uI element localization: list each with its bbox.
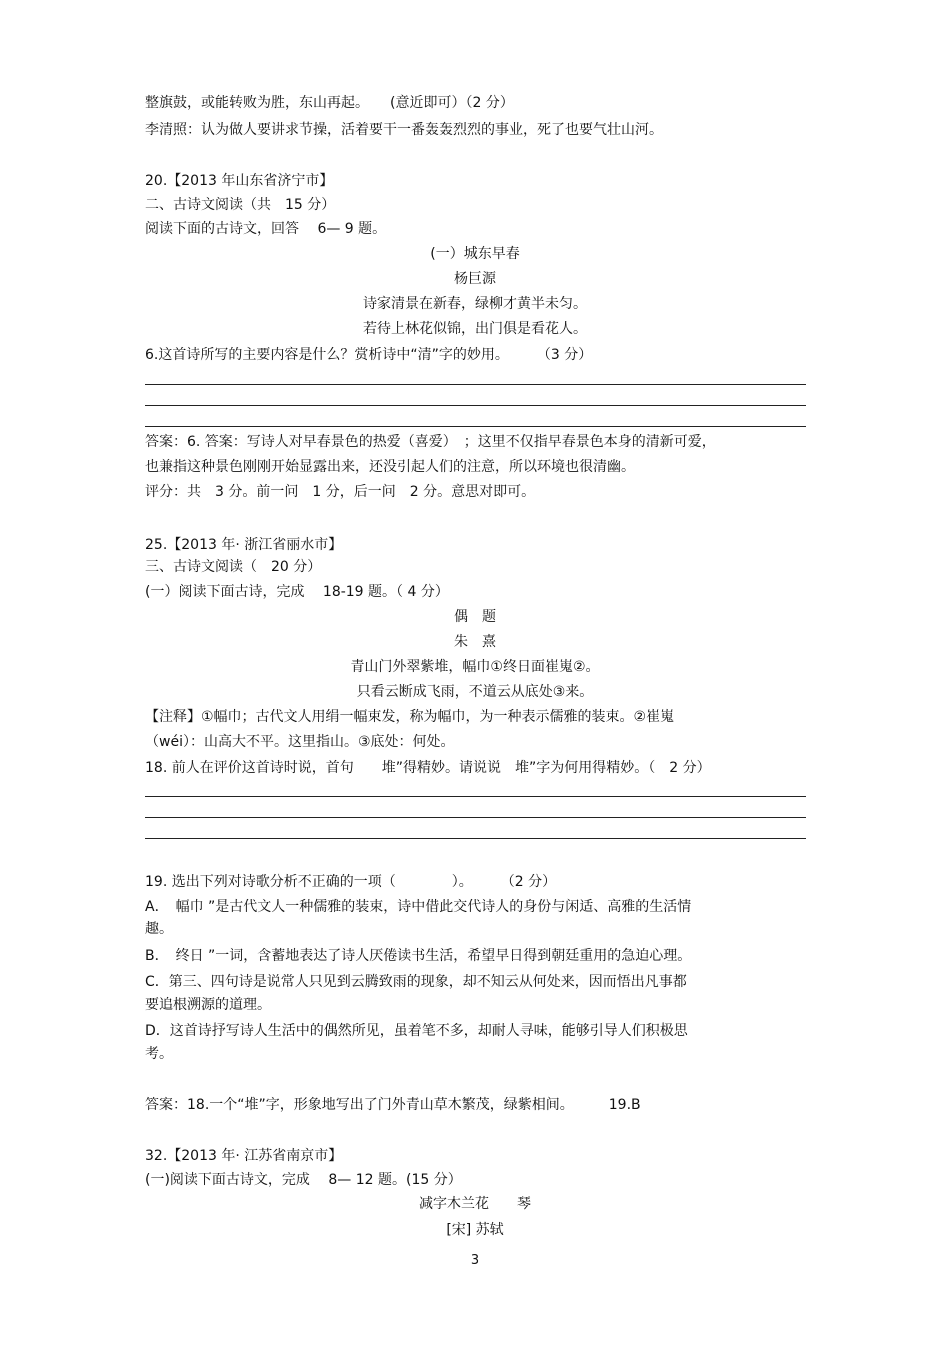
poem-title: 偶 题 <box>454 609 496 625</box>
page-number: 3 <box>470 1253 480 1268</box>
answer-line <box>145 796 806 797</box>
poem-author: 杨巨源 <box>454 271 496 287</box>
poem-author: [宋] 苏轼 <box>446 1222 504 1238</box>
poem-author: 朱 熹 <box>454 634 496 650</box>
annotation: 【注释】①幅巾；古代文人用绢一幅束发，称为幅巾，为一种表示儒雅的装束。②崔嵬 <box>145 709 675 725</box>
question: 6.这首诗所写的主要内容是什么？赏析诗中“清”字的妙用。 （3 分） <box>145 347 593 363</box>
answer: 答案：6. 答案：写诗人对早春景色的热爱（喜爱） ；这里不仅指早春景色本身的清新可爱， <box>145 434 716 450</box>
answer-line <box>145 405 806 406</box>
answer-line <box>145 838 806 839</box>
answer: 答案：18.一个“堆”字，形象地写出了门外青山草木繁茂，绿紫相间。 19.B <box>145 1097 641 1113</box>
option-c: C．第三、四句诗是说常人只见到云腾致雨的现象，却不知云从何处来，因而悟出凡事都 <box>145 974 687 990</box>
option-d: 考。 <box>145 1046 173 1062</box>
text-line: 李清照：认为做人要讲求节操，活着要干一番轰轰烈烈的事业，死了也要气壮山河。 <box>145 122 663 138</box>
poem-title: (一）城东早春 <box>430 246 520 262</box>
option-a: A． 幅巾 ”是古代文人一种儒雅的装束，诗中借此交代诗人的身份与闲适、高雅的生活情 <box>145 899 692 915</box>
text-line: 整旗鼓，或能转败为胜，东山再起。 (意近即可）（2 分） <box>145 95 514 111</box>
answer-line <box>145 426 806 427</box>
poem-title: 减字木兰花 琴 <box>419 1196 531 1212</box>
section-heading: 20.【2013 年山东省济宁市】 <box>145 173 334 189</box>
scoring: 评分：共 3 分。前一问 1 分，后一问 2 分。意思对即可。 <box>145 484 536 500</box>
poem-line: 青山门外翠紫堆，幅巾①终日面崔嵬②。 <box>350 659 600 675</box>
option-a: 趣。 <box>145 921 173 937</box>
text-line: 二、古诗文阅读（共 15 分） <box>145 197 336 213</box>
text-line: 阅读下面的古诗文，回答 6— 9 题。 <box>145 221 387 237</box>
text-line: 三、古诗文阅读（ 20 分） <box>145 559 322 575</box>
answer: 也兼指这种景色刚刚开始显露出来，还没引起人们的注意，所以环境也很清幽。 <box>145 459 635 475</box>
option-d: D．这首诗抒写诗人生活中的偶然所见，虽着笔不多，却耐人寻味，能够引导人们积极思 <box>145 1023 688 1039</box>
poem-line: 若待上林花似锦，出门俱是看花人。 <box>363 321 587 337</box>
section-heading: 32.【2013 年· 江苏省南京市】 <box>145 1148 343 1164</box>
answer-line <box>145 817 806 818</box>
text-line: (一）阅读下面古诗，完成 18-19 题。（ 4 分） <box>145 584 449 600</box>
question: 19. 选出下列对诗歌分析不正确的一项（ ）。 （2 分） <box>145 874 557 890</box>
option-b: B． 终日 ”一词，含蓄地表达了诗人厌倦读书生活，希望早日得到朝廷重用的急迫心理。 <box>145 948 692 964</box>
answer-line <box>145 384 806 385</box>
text-line: (一)阅读下面古诗文，完成 8— 12 题。(15 分） <box>145 1172 462 1188</box>
poem-line: 诗家清景在新春，绿柳才黄半未匀。 <box>363 296 587 312</box>
question: 18. 前人在评价这首诗时说，首句 堆”得精妙。请说说 堆”字为何用得精妙。（ 2 分） <box>145 760 711 776</box>
poem-line: 只看云断成飞雨，不道云从底处③来。 <box>356 684 594 700</box>
option-c: 要追根溯源的道理。 <box>145 997 271 1013</box>
annotation: （wéi）：山高大不平。这里指山。③底处：何处。 <box>145 734 455 750</box>
section-heading: 25.【2013 年· 浙江省丽水市】 <box>145 537 343 553</box>
